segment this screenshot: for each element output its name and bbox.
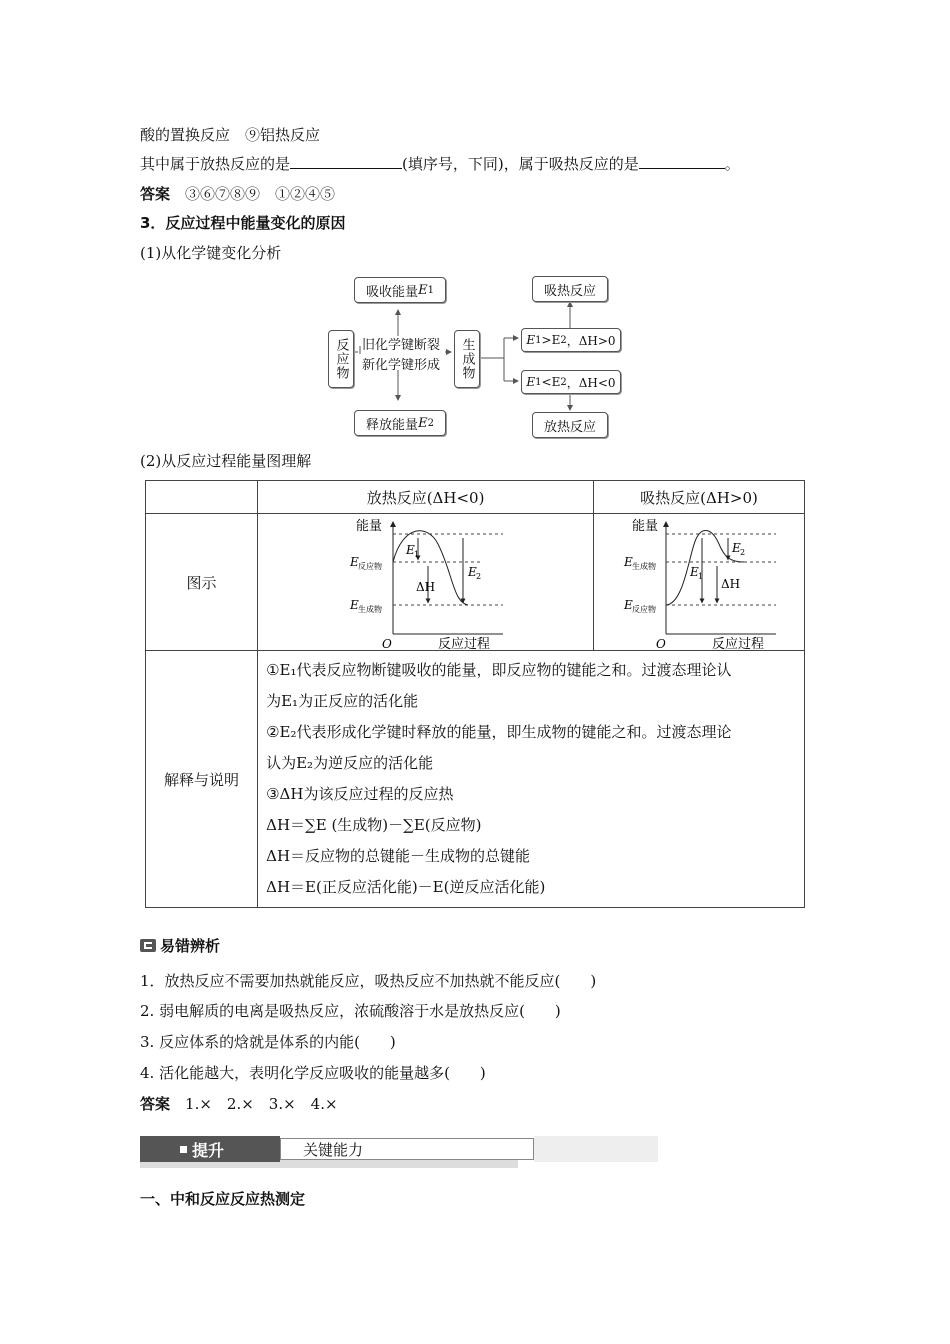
e-label: E xyxy=(350,598,359,612)
row-graph-label: 图示 xyxy=(146,514,258,651)
origin-label: O xyxy=(382,637,392,650)
e2-sub: 2 xyxy=(476,572,482,581)
col-exo-header: 放热反应(ΔH<0) xyxy=(258,481,594,514)
exo-box: 放热反应 xyxy=(532,412,608,438)
e-label: E xyxy=(350,555,359,569)
e-sub: 2 xyxy=(560,334,567,346)
intro-line-2-b: (填序号，下同)，属于吸热反应的是 xyxy=(402,155,639,173)
reactant-sub: 反应物 xyxy=(632,605,656,614)
release-energy-box xyxy=(354,410,446,436)
reactant-sub: 反应物 xyxy=(358,562,383,571)
expl-line: 为E₁为正反应的活化能 xyxy=(266,692,419,710)
e1-sub: 1 xyxy=(698,572,704,581)
e-sub: 2 xyxy=(560,376,567,388)
expl-line: ΔH＝∑E (生成物)－∑E(反应物) xyxy=(266,816,482,834)
blank-exo xyxy=(290,153,402,169)
expl-line: ①E₁代表反应物断键吸收的能量，即反应物的键能之和。过渡态理论认 xyxy=(266,661,732,679)
cond-endo-box xyxy=(521,328,621,352)
section-banner xyxy=(140,1134,518,1166)
exo-energy-graph xyxy=(258,514,591,650)
process-axis-label: 反应过程 xyxy=(712,637,765,650)
answer-text: 1.× 2.× 3.× 4.× xyxy=(185,1095,338,1113)
banner-left xyxy=(140,1136,280,1162)
error-item-1: 1．放热反应不需要加热就能反应，吸热反应不加热就不能反应( ) xyxy=(140,972,597,990)
banner-fade xyxy=(534,1136,658,1162)
cond-exo-box xyxy=(521,370,621,394)
dh-label: ΔH xyxy=(416,580,436,594)
errors-answer xyxy=(140,1093,338,1115)
cond-exo-tail: ，ΔH<0 xyxy=(566,375,616,390)
bond-text xyxy=(358,336,444,376)
row-expl-label: 解释与说明 xyxy=(146,651,258,908)
intro-line-1: 酸的置换反应 ⑨铝热反应 xyxy=(140,126,321,144)
bonds-form-text: 新化学键形成 xyxy=(361,358,440,373)
error-item-3: 3. 反应体系的焓就是体系的内能( ) xyxy=(140,1033,396,1051)
e-sub: 2 xyxy=(427,417,434,429)
section-3-title: 3．反应过程中能量变化的原因 xyxy=(140,214,346,232)
expl-line: ③ΔH为该反应过程的反应热 xyxy=(266,785,454,803)
endo-energy-graph xyxy=(594,514,804,650)
section-3-sub1: (1)从化学键变化分析 xyxy=(140,244,282,262)
answer-text: ③⑥⑦⑧⑨ ①②④⑤ xyxy=(185,185,336,203)
energy-axis-label: 能量 xyxy=(632,519,659,534)
e-sub: 1 xyxy=(535,376,542,388)
error-heading-text: 易错辨析 xyxy=(160,937,221,955)
intro-line-2-c: 。 xyxy=(724,155,740,173)
process-axis-label: 反应过程 xyxy=(438,637,491,650)
e2-label: E xyxy=(732,541,741,555)
section-marker-icon xyxy=(140,939,156,952)
energy-table xyxy=(145,480,805,908)
intro-line-2-a: 其中属于放热反应的是 xyxy=(140,155,291,173)
expl-line: 认为E₂为逆反应的活化能 xyxy=(266,754,434,772)
banner-right: 关键能力 xyxy=(280,1138,534,1160)
bonds-break-text: 旧化学键断裂 xyxy=(361,338,440,353)
e-label: E xyxy=(624,598,633,612)
e1-sub: 1 xyxy=(414,550,420,559)
expl-line: ΔH＝反应物的总键能－生成物的总键能 xyxy=(266,847,531,865)
product-box: 生成物 xyxy=(454,330,480,388)
e-label: E xyxy=(624,555,633,569)
e2-sub: 2 xyxy=(740,548,746,557)
table-corner xyxy=(146,481,258,514)
answer-label: 答案 xyxy=(140,185,171,203)
e-sub: 1 xyxy=(427,284,434,296)
absorb-label: 吸收能量 xyxy=(366,284,419,300)
e-symbol: E xyxy=(418,282,428,298)
e1-label: E xyxy=(690,565,699,579)
expl-line: ΔH＝E(正反应活化能)－E(逆反应活化能) xyxy=(266,878,546,896)
reactant-box: 反应物 xyxy=(328,330,354,388)
expl-line: ②E₂代表形成化学键时释放的能量，即生成物的键能之和。过渡态理论 xyxy=(266,723,732,741)
e-sub: 1 xyxy=(535,334,542,346)
release-label: 释放能量 xyxy=(366,417,419,433)
explanation-cell xyxy=(258,651,805,908)
product-sub: 生成物 xyxy=(358,605,383,614)
exo-graph-cell xyxy=(258,514,594,651)
e-symbol: E xyxy=(418,415,428,431)
col-endo-header: 吸热反应(ΔH>0) xyxy=(594,481,805,514)
cond-exo-text: <E xyxy=(541,375,561,389)
endo-graph-cell xyxy=(594,514,805,651)
banner-left-text: 提升 xyxy=(192,1140,225,1160)
error-item-4: 4. 活化能越大，表明化学反应吸收的能量越多( ) xyxy=(140,1064,486,1082)
error-analysis-heading xyxy=(140,935,220,956)
e1-label: E xyxy=(406,543,415,557)
dh-label: ΔH xyxy=(721,577,741,591)
cond-endo-tail: ，ΔH>0 xyxy=(566,333,616,348)
bond-change-diagram xyxy=(320,272,640,442)
e-symbol: E xyxy=(526,333,536,347)
intro-answer xyxy=(140,183,335,205)
banner-square-icon xyxy=(180,1146,187,1153)
absorb-energy-box xyxy=(354,277,446,303)
e-symbol: E xyxy=(526,375,536,389)
answer-label: 答案 xyxy=(140,1095,171,1113)
energy-axis-label: 能量 xyxy=(356,519,383,534)
cond-endo-text: >E xyxy=(541,333,561,347)
origin-label: O xyxy=(656,637,666,650)
e2-label: E xyxy=(468,565,477,579)
endo-box: 吸热反应 xyxy=(532,276,608,302)
section-3-sub2: (2)从反应过程能量图理解 xyxy=(140,452,312,470)
intro-line-2 xyxy=(140,153,740,175)
blank-endo xyxy=(639,153,725,169)
error-item-2: 2. 弱电解质的电离是吸热反应，浓硫酸溶于水是放热反应( ) xyxy=(140,1002,561,1020)
product-sub: 生成物 xyxy=(632,562,656,571)
next-section-title: 一、中和反应反应热测定 xyxy=(140,1190,306,1208)
